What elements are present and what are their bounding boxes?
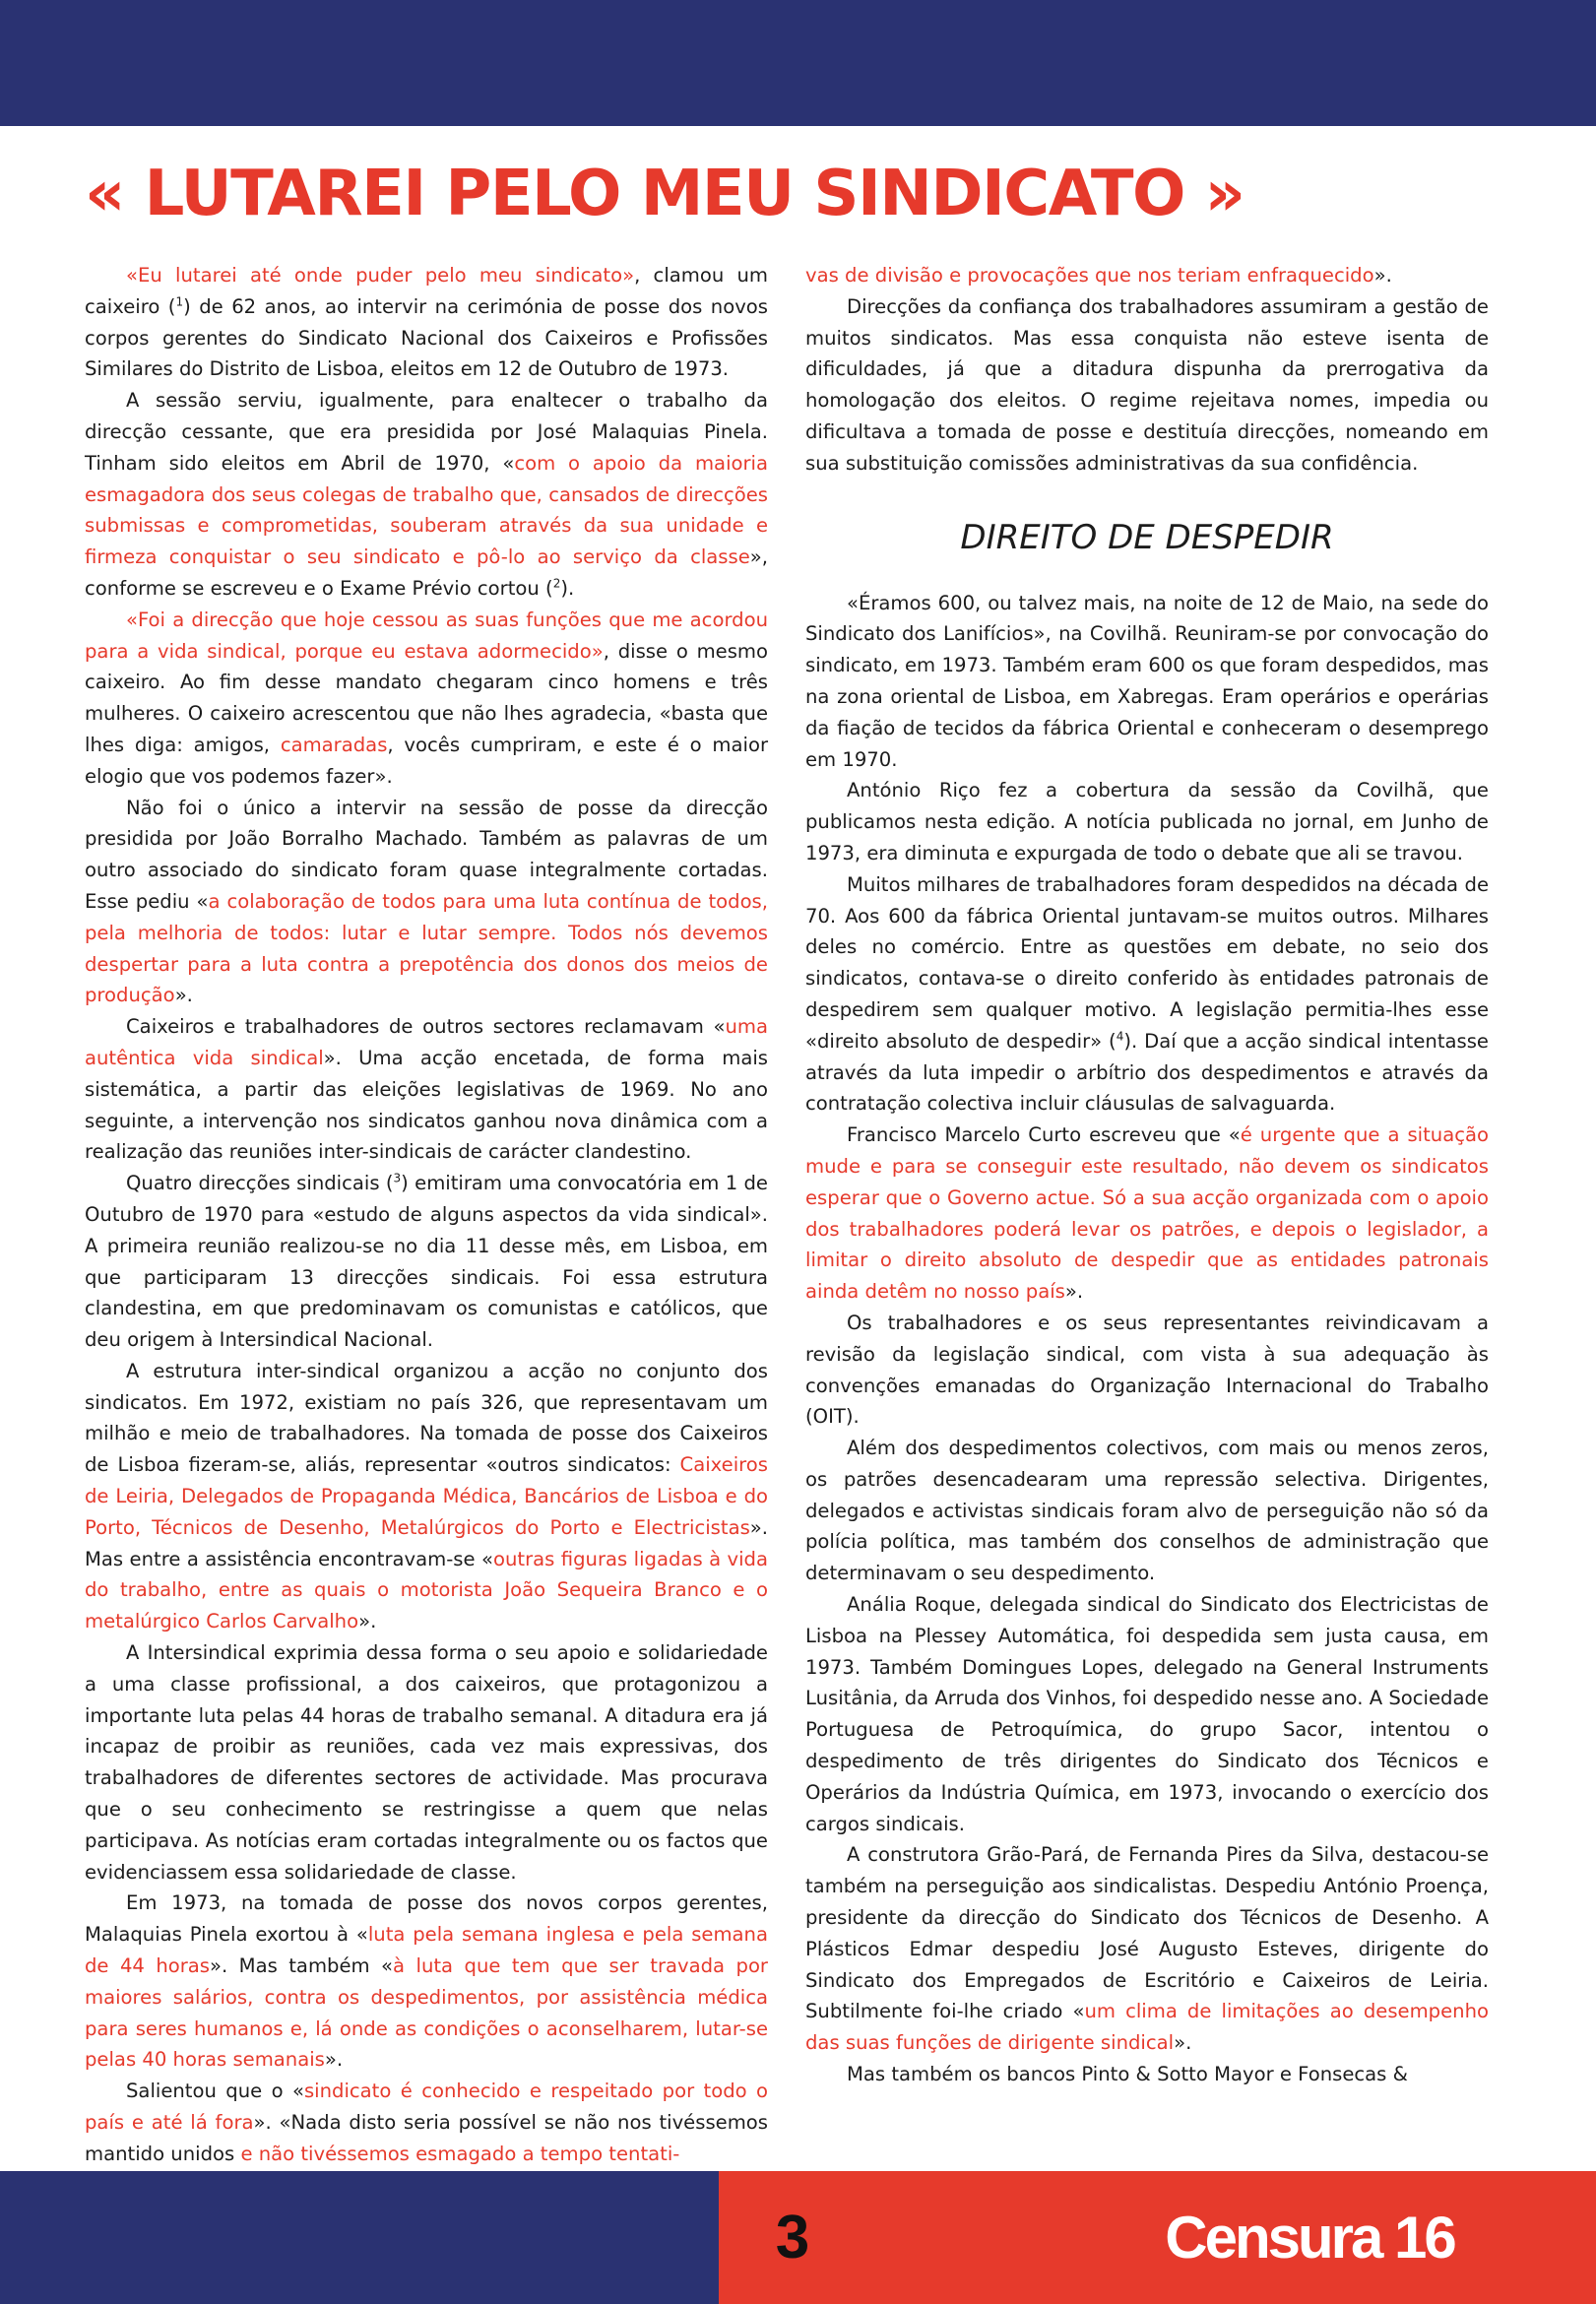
section-subheading: DIREITO DE DESPEDIR xyxy=(960,517,1334,557)
quote-text: uma autêntica vida sindical xyxy=(85,1015,768,1069)
body-text: ». Mas também « xyxy=(210,1954,394,1978)
paragraph xyxy=(85,605,768,793)
right-column-body xyxy=(805,588,1489,2090)
body-text: Anália Roque, delegada sindical do Sindicato dos Electricistas de Lisboa na Plessey Automática, foi despedida sem justa causa, em 1973. Também Domingues Lopes, delegado na General Instruments Lusitânia, da Arruda dos Vinhos, foi despedido nesse ano. A Sociedade Portuguesa de Petroquímica, do grupo Sacor, intentou o despedimento de três dirigentes do Sindicato dos Técnicos e Operários da Indústria Química, em 1973, invocando o exercício dos cargos sindicais. xyxy=(805,1593,1489,1835)
body-text: ». xyxy=(358,1610,377,1633)
body-text: Os trabalhadores e os seus representantes reivindicavam a revisão da legislação sindical, com vista à sua adequação às convenções emanadas do Organização Internacional do Trabalho (OIT). xyxy=(805,1311,1489,1429)
body-text: Caixeiros e trabalhadores de outros sectores reclamavam « xyxy=(126,1015,726,1039)
body-text: , disse o mesmo caixeiro. Ao fim desse mandato chegaram cinco homens e três mulheres. O caixeiro acrescentou que não lhes agradecia, «basta que lhes diga: amigos, xyxy=(85,639,768,756)
paragraph xyxy=(805,869,1489,1120)
paragraph xyxy=(805,291,1489,480)
body-text: Quatro direcções sindicais ( xyxy=(126,1172,394,1195)
body-text: A Intersindical exprimia dessa forma o seu apoio e solidariedade a uma classe profissional, a dos caixeiros, que protagonizou a importante luta pelas 44 horas de trabalho semanal. A ditadura era já incapaz de proibir as reuniões, cada vez mais expressivas, dos trabalhadores de diferentes sectores de actividade. Mas procurava que o seu conhecimento se restringisse a quem que nelas participava. As notícias eram cortadas integralmente ou os factos que evidenciassem essa solidariedade de classe. xyxy=(85,1641,768,1884)
body-text: , clamou um caixeiro ( xyxy=(85,264,769,318)
body-text: ». Mas entre a assistência encontravam-se « xyxy=(85,1515,768,1570)
body-text: , vocês cumpriram, e este é o maior elogio que vos podemos fazer». xyxy=(85,733,769,788)
paragraph xyxy=(805,1589,1489,1839)
body-text: Francisco Marcelo Curto escreveu que « xyxy=(847,1123,1241,1147)
quote-text: luta pela semana inglesa e pela semana de 44 horas xyxy=(85,1923,768,1978)
quote-text: com o apoio da maioria esmagadora dos seus colegas de trabalho que, cansados de direcções submissas e comprometidas, souberam através da sua unidade e firmeza conquistar o seu sindicato e pô-lo ao serviço da classe xyxy=(85,451,769,569)
body-text: ». xyxy=(174,984,193,1007)
paragraph xyxy=(805,2059,1489,2090)
paragraph xyxy=(85,1356,768,1637)
paragraph xyxy=(805,588,1489,776)
quote-text: à luta que tem que ser travada por maiores salários, contra os despedimentos, por assistência médica para seres humanos e, lá onde as condições o aconselharem, lutar-se pelas 40 horas semanais xyxy=(85,1954,768,2072)
right-column-intro xyxy=(805,260,1489,480)
footnote-ref: 1 xyxy=(175,294,184,309)
body-text: António Riço fez a cobertura da sessão da Covilhã, que publicamos nesta edição. A notícia publicada no jornal, em Junho de 1973, era diminuta e expurgada de todo o debate que ali se travou. xyxy=(805,779,1489,864)
body-text: Além dos despedimentos colectivos, com mais ou menos zeros, os patrões desencadearam uma repressão selectiva. Dirigentes, delegados e activistas sindicais foram alvo de perseguição não só da polícia política, mas também dos conselhos de administração que determinavam o seu despedimento. xyxy=(805,1437,1489,1585)
quote-text: camaradas xyxy=(280,733,388,756)
paragraph xyxy=(85,1011,768,1168)
body-text: ). xyxy=(560,576,575,600)
paragraph xyxy=(85,1637,768,1888)
body-text: Salientou que o « xyxy=(126,2080,304,2103)
paragraph xyxy=(805,1120,1489,1308)
right-column xyxy=(805,260,1489,2090)
left-column xyxy=(85,260,768,2170)
quote-text: vas de divisão e provocações que nos teriam enfraquecido xyxy=(805,264,1374,287)
body-text: A construtora Grão-Pará, de Fernanda Pires da Silva, destacou-se também na perseguição aos sindicalistas. Despediu António Proença, presidente da direcção do Sindicato dos Técnicos de Desenho. A Plásticos Edmar despediu José Augusto Esteves, dirigente do Sindicato dos Empregados de Escritório e Caixeiros de Leiria. Subtilmente foi-lhe criado « xyxy=(805,1843,1489,2023)
body-text: ). Daí que a acção sindical intentasse através da luta impedir o arbítrio dos despedimentos e através da contratação colectiva incluir cláusulas de salvaguarda. xyxy=(805,1029,1489,1116)
body-text: ». xyxy=(324,2048,344,2072)
footer-band-left xyxy=(0,2171,719,2304)
paragraph xyxy=(85,260,768,385)
paragraph xyxy=(805,1308,1489,1433)
body-text: «Éramos 600, ou talvez mais, na noite de 12 de Maio, na sede do Sindicato dos Lanifícios», na Covilhã. Reuniram-se por convocação do sindicato, em 1973. Também eram 600 os que foram despedidos, mas na zona oriental de Lisboa, em Xabregas. Eram operários e operárias da fiação de tecidos da fábrica Oriental e conheceram o desemprego em 1970. xyxy=(805,591,1489,771)
paragraph xyxy=(85,2076,768,2169)
body-text: ». «Nada disto seria possível se não nos tivéssemos mantido unidos xyxy=(85,2111,768,2165)
quote-text: Caixeiros de Leiria, Delegados de Propaganda Médica, Bancários de Lisboa e do Porto, Técnicos de Desenho, Metalúrgicos do Porto e Electricistas xyxy=(85,1453,768,1539)
paragraph xyxy=(85,385,768,605)
quote-text: a colaboração de todos para uma luta contínua de todos, pela melhoria de todos: lutar e lutar sempre. Todos nós devemos despertar para a luta contra a prepotência dos donos dos meios de produção xyxy=(85,889,768,1007)
body-text: ) emitiram uma convocatória em 1 de Outubro de 1970 para «estudo de alguns aspectos da vida sindical». A primeira reunião realizou-se no dia 11 desse mês, em Lisboa, em que participaram 13 direcções sindicais. Foi essa estrutura clandestina, em que predominavam os comunistas e católicos, que deu origem à Intersindical Nacional. xyxy=(85,1172,768,1352)
body-text: ) de 62 anos, ao intervir na cerimónia de posse dos novos corpos gerentes do Sindicato Nacional dos Caixeiros e Profissões Similares do Distrito de Lisboa, eleitos em 12 de Outubro de 1973. xyxy=(85,294,769,381)
paragraph xyxy=(85,1888,768,2076)
paragraph xyxy=(805,260,1489,291)
body-text: Em 1973, na tomada de posse dos novos corpos gerentes, Malaquias Pinela exortou à « xyxy=(85,1891,768,1947)
quote-text: e não tivéssemos esmagado a tempo tentati- xyxy=(240,2142,680,2165)
body-text: Mas também os bancos Pinto & Sotto Mayor e Fonsecas & xyxy=(847,2063,1408,2086)
quote-text: «Foi a direcção que hoje cessou as suas funções que me acordou para a vida sindical, porque eu estava adormecido» xyxy=(85,608,768,663)
quote-text: sindicato é conhecido e respeitado por todo o país e até lá fora xyxy=(85,2080,768,2135)
body-text: ». Uma acção encetada, de forma mais sistemática, a partir das eleições legislativas de 1969. No ano seguinte, a intervenção nos sindicatos ganhou nova dinâmica com a realização das reuniões inter-sindicais de carácter clandestino. xyxy=(85,1046,768,1164)
magazine-logo: Censura 16 xyxy=(1165,2205,1454,2271)
footnote-ref: 3 xyxy=(393,1171,402,1185)
body-text: ». xyxy=(1064,1280,1084,1304)
body-text: ». xyxy=(1174,2031,1192,2055)
footnote-ref: 2 xyxy=(552,576,561,591)
quote-text: um clima de limitações ao desempenho das suas funções de dirigente sindical xyxy=(805,2000,1489,2055)
paragraph xyxy=(85,793,768,1012)
top-banner xyxy=(0,0,1596,126)
paragraph xyxy=(805,1433,1489,1589)
article-title: « LUTAREI PELO MEU SINDICATO » xyxy=(85,158,1245,230)
body-text: », conforme se escreveu e o Exame Prévio cortou ( xyxy=(85,545,768,600)
paragraph xyxy=(85,1168,768,1356)
body-text: A sessão serviu, igualmente, para enaltecer o trabalho da direcção cessante, que era presidida por José Malaquias Pinela. Tinham sido eleitos em Abril de 1970, « xyxy=(85,389,768,475)
quote-text: é urgente que a situação mude e para se conseguir este resultado, não devem os sindicatos esperar que o Governo actue. Só a sua acção organizada com o apoio dos trabalhadores poderá levar os patrões, e depois o legislador, a limitar o direito absoluto de despedir que as entidades patronais ainda detêm no nosso país xyxy=(805,1123,1489,1304)
quote-text: «Eu lutarei até onde puder pelo meu sindicato» xyxy=(126,264,635,287)
paragraph xyxy=(805,775,1489,868)
quote-text: outras figuras ligadas à vida do trabalho, entre as quais o motorista João Sequeira Branco e o metalúrgico Carlos Carvalho xyxy=(85,1547,769,1633)
body-text: Direcções da confiança dos trabalhadores assumiram a gestão de muitos sindicatos. Mas essa conquista não esteve isenta de dificuldades, já que a ditadura dispunha da prerrogativa da homologação dos eleitos. O regime rejeitava nomes, impedia ou dificultava a tomada de posse e destituía direcções, nomeando em sua substituição comissões administrativas da sua confidência. xyxy=(805,294,1489,475)
body-text: Muitos milhares de trabalhadores foram despedidos na década de 70. Aos 600 da fábrica Oriental juntavam-se muitos outros. Milhares deles no comércio. Entre as questões em debate, no seio dos sindicatos, contava-se o direito conferido às entidades patronais de despedirem sem qualquer motivo. A legislação permitia-lhes esse «direito absoluto de despedir» ( xyxy=(805,872,1489,1053)
body-text: A estrutura inter-sindical organizou a acção no conjunto dos sindicatos. Em 1972, existiam no país 326, que representavam um milhão e meio de trabalhadores. Na tomada de posse dos Caixeiros de Lisboa fizeram-se, aliás, representar «outros sindicatos: xyxy=(85,1359,768,1477)
body-text: Não foi o único a intervir na sessão de posse da direcção presidida por João Borralho Machado. Também as palavras de um outro associado do sindicato foram quase integralmente cortadas. Esse pediu « xyxy=(85,796,768,913)
page-number: 3 xyxy=(775,2204,810,2272)
footnote-ref: 4 xyxy=(1116,1029,1124,1044)
body-text: ». xyxy=(1373,264,1392,287)
paragraph xyxy=(805,1839,1489,2059)
